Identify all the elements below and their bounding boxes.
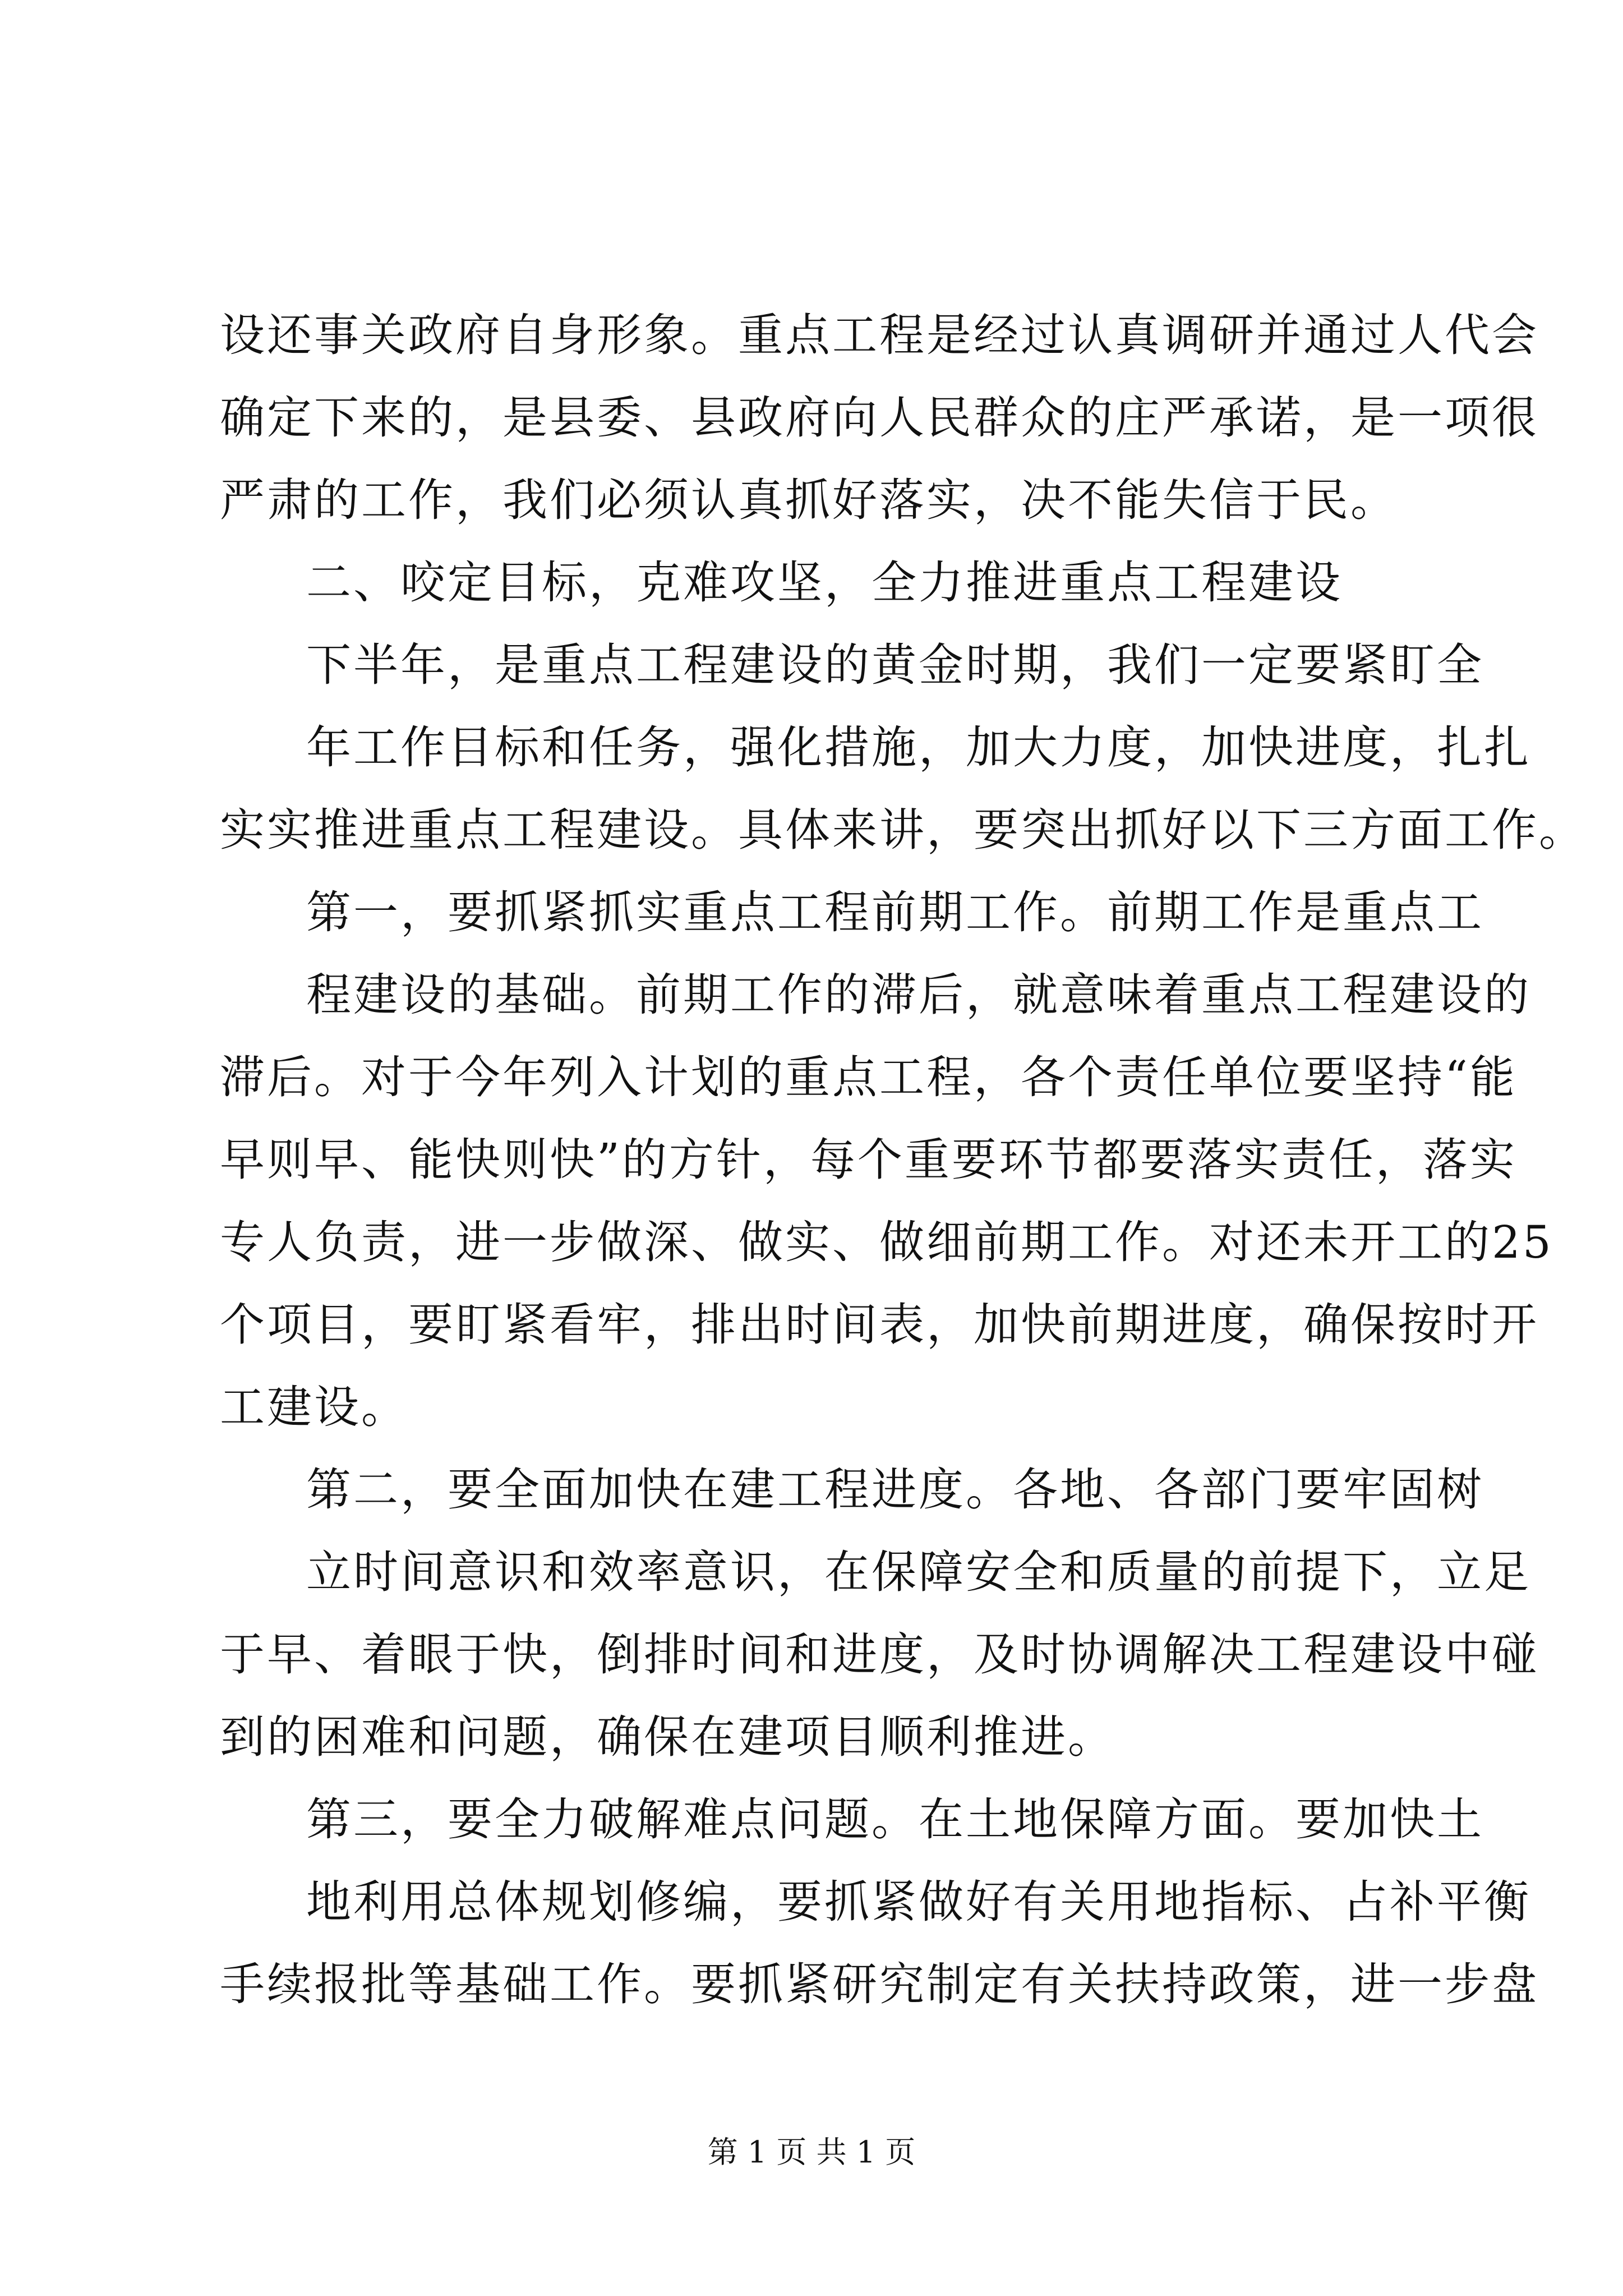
text-line-2: 确定下来的，是县委、县政府向人民群众的庄严承诺，是一项很 [220, 392, 1539, 444]
text-line-15: 第二，要全面加快在建工程进度。各地、各部门要牢固树 [306, 1464, 1484, 1516]
text-line-7: 实实推进重点工程建设。具体来讲，要突出抓好以下三方面工作。 [220, 804, 1586, 856]
page-footer: 第 1 页 共 1 页 [707, 2134, 916, 2170]
text-line-6: 年工作目标和任务，强化措施，加大力度，加快进度，扎扎 [306, 721, 1531, 774]
text-line-18: 到的困难和问题，确保在建项目顺利推进。 [220, 1711, 1115, 1763]
text-line-11: 早则早、能快则快”的方针，每个重要环节都要落实责任，落实 [220, 1134, 1517, 1186]
text-line-10: 滞后。对于今年列入计划的重点工程，各个责任单位要坚持“能 [220, 1051, 1517, 1103]
text-line-12: 专人负责，进一步做深、做实、做细前期工作。对还未开工的25 [220, 1216, 1553, 1268]
text-line-5: 下半年，是重点工程建设的黄金时期，我们一定要紧盯全 [306, 639, 1484, 691]
text-line-17: 于早、着眼于快，倒排时间和进度，及时协调解决工程建设中碰 [220, 1628, 1539, 1681]
text-line-19: 第三，要全力破解难点问题。在土地保障方面。要加快土 [306, 1793, 1484, 1846]
text-line-14: 工建设。 [220, 1381, 408, 1433]
text-line-20: 地利用总体规划修编，要抓紧做好有关用地指标、占补平衡 [306, 1876, 1531, 1928]
section-heading: 二、咬定目标，克难攻坚，全力推进重点工程建设 [306, 556, 1343, 609]
text-line-9: 程建设的基础。前期工作的滞后，就意味着重点工程建设的 [306, 969, 1531, 1021]
text-line-1: 设还事关政府自身形象。重点工程是经过认真调研并通过人代会 [220, 309, 1539, 361]
text-line-16: 立时间意识和效率意识，在保障安全和质量的前提下，立足 [306, 1546, 1531, 1598]
text-line-3: 严肃的工作，我们必须认真抓好落实，决不能失信于民。 [220, 474, 1398, 526]
text-line-13: 个项目，要盯紧看牢，排出时间表，加快前期进度，确保按时开 [220, 1299, 1539, 1351]
text-line-21: 手续报批等基础工作。要抓紧研究制定有关扶持政策，进一步盘 [220, 1958, 1539, 2010]
text-line-8: 第一，要抓紧抓实重点工程前期工作。前期工作是重点工 [306, 886, 1484, 938]
